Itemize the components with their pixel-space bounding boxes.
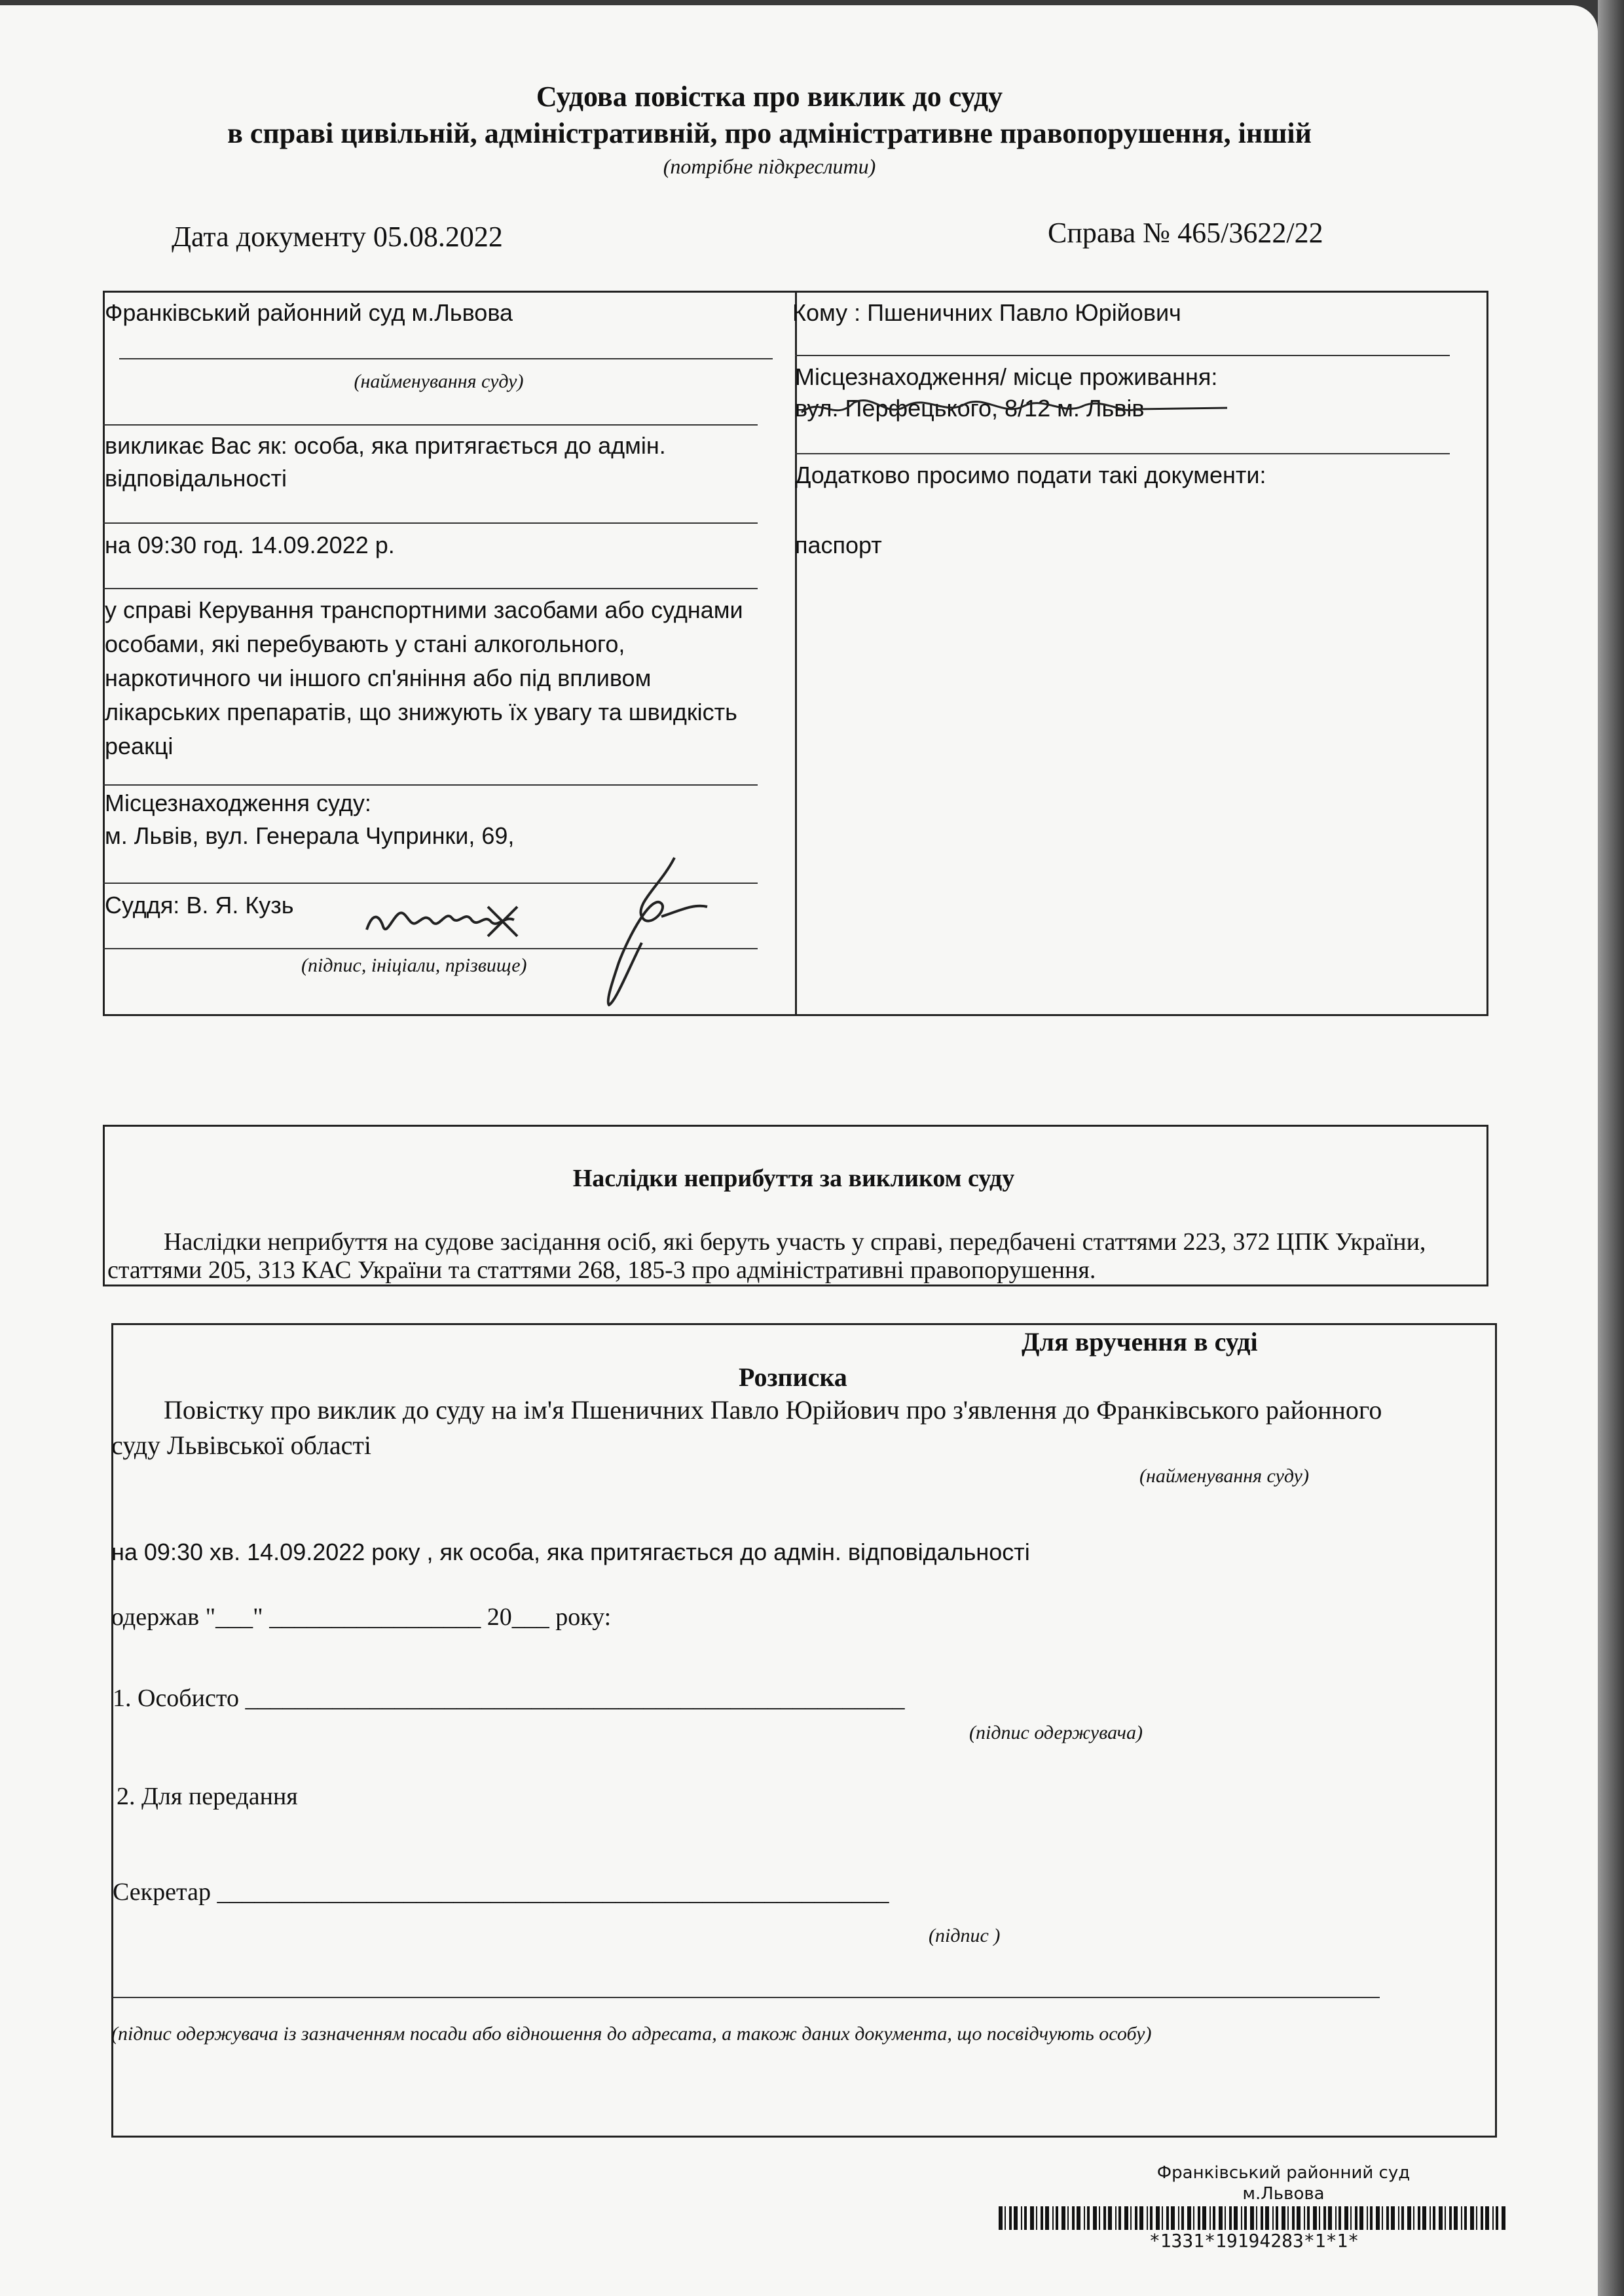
barcode-bar <box>1118 2206 1121 2230</box>
barcode-bar <box>1103 2206 1106 2230</box>
barcode-bar <box>1108 2206 1112 2230</box>
barcode-bar <box>1021 2206 1022 2230</box>
barcode-bar <box>1350 2206 1352 2230</box>
calls-as: викликає Вас як: особа, яка притягається до адмін. <box>105 432 666 459</box>
barcode-bar <box>1391 2206 1395 2230</box>
barcode-bar <box>1213 2206 1215 2230</box>
barcode-bar <box>1470 2206 1474 2230</box>
consequences-title: Наслідки неприбуття за викликом суду <box>572 1165 1015 1192</box>
secretary-signature-caption: (підпис ) <box>929 1925 1001 1946</box>
rule <box>103 424 758 426</box>
barcode-bar <box>1166 2206 1169 2230</box>
barcode-bar <box>1376 2206 1380 2230</box>
barcode-bar <box>1407 2206 1411 2230</box>
barcode-bar <box>1297 2206 1301 2230</box>
barcode-bar <box>1229 2206 1232 2230</box>
case-number: Справа № 465/3622/22 <box>1048 217 1323 249</box>
barcode-bar <box>1162 2206 1163 2230</box>
title-note: (потрібне підкреслити) <box>663 155 876 178</box>
barcode-bar <box>1014 2206 1018 2230</box>
barcode-bar <box>1481 2206 1483 2230</box>
residence-label: Місцезнаходження/ місце проживання: <box>795 363 1218 390</box>
barcode-bar <box>1496 2206 1498 2230</box>
barcode-bar <box>1359 2206 1363 2230</box>
rule <box>103 784 758 786</box>
barcode-bar <box>1449 2206 1452 2230</box>
barcode-bar <box>1304 2206 1305 2230</box>
barcode-bar <box>1077 2206 1080 2230</box>
rule <box>795 453 1450 454</box>
barcode-bar <box>1193 2206 1194 2230</box>
barcode-bar <box>1178 2206 1179 2230</box>
barcode-bar <box>1072 2206 1075 2230</box>
rule <box>119 358 773 359</box>
barcode-bar <box>1024 2206 1027 2230</box>
barcode-bar <box>1413 2206 1414 2230</box>
title-line-2: в справі цивільній, адміністративній, про адміністративне правопорушення, іншій <box>227 117 1312 149</box>
barcode-bar <box>1454 2206 1458 2230</box>
barcode <box>999 2206 1509 2231</box>
bottom-caption: (підпис одержувача із зазначенням посади або відношення до адресата, а також даних документа, що посвідчують особу) <box>111 2023 1152 2045</box>
footer-court-line-1: Франківський районний суд <box>1156 2163 1411 2183</box>
barcode-bar <box>1256 2206 1257 2230</box>
barcode-bar <box>1147 2206 1148 2230</box>
barcode-bar <box>1171 2206 1175 2230</box>
documents-list: паспорт <box>795 532 882 558</box>
barcode-bar <box>1265 2206 1269 2230</box>
barcode-bar <box>1219 2206 1223 2230</box>
barcode-bar <box>1041 2206 1043 2230</box>
barcode-bar <box>999 2206 1003 2230</box>
rule <box>103 588 758 589</box>
barcode-bar <box>1156 2206 1160 2230</box>
rule <box>795 355 1450 356</box>
receipt-title: Розписка <box>739 1362 847 1392</box>
barcode-bar <box>1398 2206 1399 2230</box>
barcode-bar <box>1282 2206 1285 2230</box>
address-scribble <box>795 390 1240 429</box>
barcode-bar <box>1181 2206 1184 2230</box>
barcode-bar <box>1202 2206 1206 2230</box>
barcode-bar <box>1492 2206 1494 2230</box>
barcode-bar <box>1099 2206 1100 2230</box>
rule <box>103 522 758 524</box>
court-name: Франківський районний суд м.Львова <box>105 299 513 326</box>
barcode-bar <box>1061 2206 1065 2230</box>
secretary-line: Секретар ______________________________________________________ <box>113 1878 889 1906</box>
receipt-court-caption: (найменування суду) <box>1139 1465 1309 1487</box>
calls-as-continued: відповідальності <box>105 465 287 492</box>
barcode-bar <box>1344 2206 1348 2230</box>
case-line: особами, які перебувають у стані алкогольного, <box>105 630 625 657</box>
barcode-bar <box>1234 2206 1238 2230</box>
barcode-bar <box>1115 2206 1116 2230</box>
barcode-bar <box>1005 2206 1006 2230</box>
barcode-bar <box>1272 2206 1274 2230</box>
court-location-label: Місцезнаходження суду: <box>105 790 371 816</box>
hearing-time: на 09:30 год. 14.09.2022 р. <box>105 532 395 558</box>
barcode-bar <box>1287 2206 1289 2230</box>
barcode-bar <box>1292 2206 1295 2230</box>
barcode-bar <box>1461 2206 1462 2230</box>
barcode-bar <box>1124 2206 1128 2230</box>
barcode-bar <box>1150 2206 1153 2230</box>
receipt-line-1: Повістку про виклик до суду на ім'я Пшеничних Павло Юрійович про з'явлення до Франківського районного <box>164 1395 1382 1425</box>
court-name-caption: (найменування суду) <box>354 371 524 392</box>
recipient-signature-caption: (підпис одержувача) <box>969 1722 1143 1743</box>
barcode-bar <box>1187 2206 1191 2230</box>
barcode-bar <box>1093 2206 1097 2230</box>
barcode-bar <box>1328 2206 1332 2230</box>
rule <box>113 1997 1380 1998</box>
barcode-bar <box>1433 2206 1435 2230</box>
judge-name: Суддя: В. Я. Кузь <box>105 892 294 919</box>
barcode-bar <box>1445 2206 1446 2230</box>
barcode-bar <box>1485 2206 1489 2230</box>
barcode-bar <box>1225 2206 1226 2230</box>
barcode-bar <box>1430 2206 1431 2230</box>
barcode-bar <box>1382 2206 1383 2230</box>
signature-caption: (підпис, ініціали, прізвище) <box>301 955 527 976</box>
barcode-bar <box>1338 2206 1341 2230</box>
barcode-bar <box>1198 2206 1200 2230</box>
barcode-bar <box>1130 2206 1132 2230</box>
barcode-bar <box>1036 2206 1037 2230</box>
barcode-bar <box>1030 2206 1034 2230</box>
addressee: Кому : Пшеничних Павло Юрійович <box>792 299 1181 326</box>
case-line: у справі Керування транспортними засобами або суднами <box>105 596 743 623</box>
barcode-bar <box>1319 2206 1320 2230</box>
barcode-bar <box>1209 2206 1211 2230</box>
barcode-bar <box>1464 2206 1467 2230</box>
for-transfer-line: 2. Для передання <box>117 1783 298 1810</box>
barcode-bar <box>1139 2206 1143 2230</box>
documents-label: Додатково просимо подати такі документи: <box>795 462 1266 488</box>
barcode-bar <box>1367 2206 1368 2230</box>
barcode-bar <box>1067 2206 1069 2230</box>
for-court-label: Для вручення в суді <box>1022 1327 1258 1357</box>
barcode-bar <box>1244 2206 1247 2230</box>
barcode-text: *1331*19194283*1*1* <box>1149 2230 1359 2251</box>
judge-signature <box>354 845 747 1015</box>
barcode-bar <box>1370 2206 1373 2230</box>
barcode-bar <box>1313 2206 1317 2230</box>
received-date-line: одержав "___" _________________ 20___ року: <box>111 1603 612 1631</box>
barcode-bar <box>1335 2206 1337 2230</box>
barcode-bar <box>1323 2206 1326 2230</box>
barcode-bar <box>1422 2206 1426 2230</box>
footer-court-line-2: м.Львова <box>1242 2184 1325 2204</box>
barcode-bar <box>1052 2206 1054 2230</box>
case-line: реакці <box>105 733 174 759</box>
case-line: лікарських препаратів, що знижують їх увагу та швидкість <box>105 699 737 725</box>
barcode-bar <box>1307 2206 1310 2230</box>
barcode-bar <box>1476 2206 1477 2230</box>
receipt-time-line: на 09:30 хв. 14.09.2022 року , як особа, яка притягається до адмін. відповідальності <box>111 1539 1030 1565</box>
barcode-bar <box>1276 2206 1278 2230</box>
barcode-bar <box>1084 2206 1085 2230</box>
case-line: наркотичного чи іншого сп'яніння або під впливом <box>105 665 652 691</box>
document-date: Дата документу 05.08.2022 <box>172 221 503 253</box>
barcode-bar <box>1056 2206 1058 2230</box>
barcode-bar <box>1087 2206 1090 2230</box>
barcode-bar <box>1241 2206 1242 2230</box>
barcode-bar <box>1386 2206 1389 2230</box>
residence-address: вул. Перфецького, 8/12 м. Львів <box>795 395 1145 422</box>
barcode-bar <box>1045 2206 1049 2230</box>
barcode-bar <box>1502 2206 1505 2230</box>
barcode-bar <box>1355 2206 1357 2230</box>
barcode-bar <box>1261 2206 1263 2230</box>
barcode-bar <box>1418 2206 1420 2230</box>
case-description <box>105 593 792 763</box>
barcode-bar <box>1401 2206 1404 2230</box>
title-line-1: Судова повістка про виклик до суду <box>536 81 1003 113</box>
scan-edge <box>1598 0 1624 2296</box>
barcode-bar <box>1009 2206 1012 2230</box>
barcode-bar <box>1250 2206 1254 2230</box>
court-location: м. Львів, вул. Генерала Чупринки, 69, <box>105 822 515 849</box>
consequences-text-1: Наслідки неприбуття на судове засідання осіб, які беруть участь у справі, передбачені статтями 223, 372 ЦПК України, <box>164 1228 1426 1256</box>
barcode-bar <box>1135 2206 1137 2230</box>
receipt-line-2: суду Львівської області <box>111 1430 372 1460</box>
personally-line: 1. Особисто _____________________________________________________ <box>113 1685 905 1712</box>
barcode-bar <box>1439 2206 1443 2230</box>
consequences-text-2: статтями 205, 313 КАС України та статтями 268, 185-3 про адміністративні правопорушення. <box>107 1256 1096 1284</box>
